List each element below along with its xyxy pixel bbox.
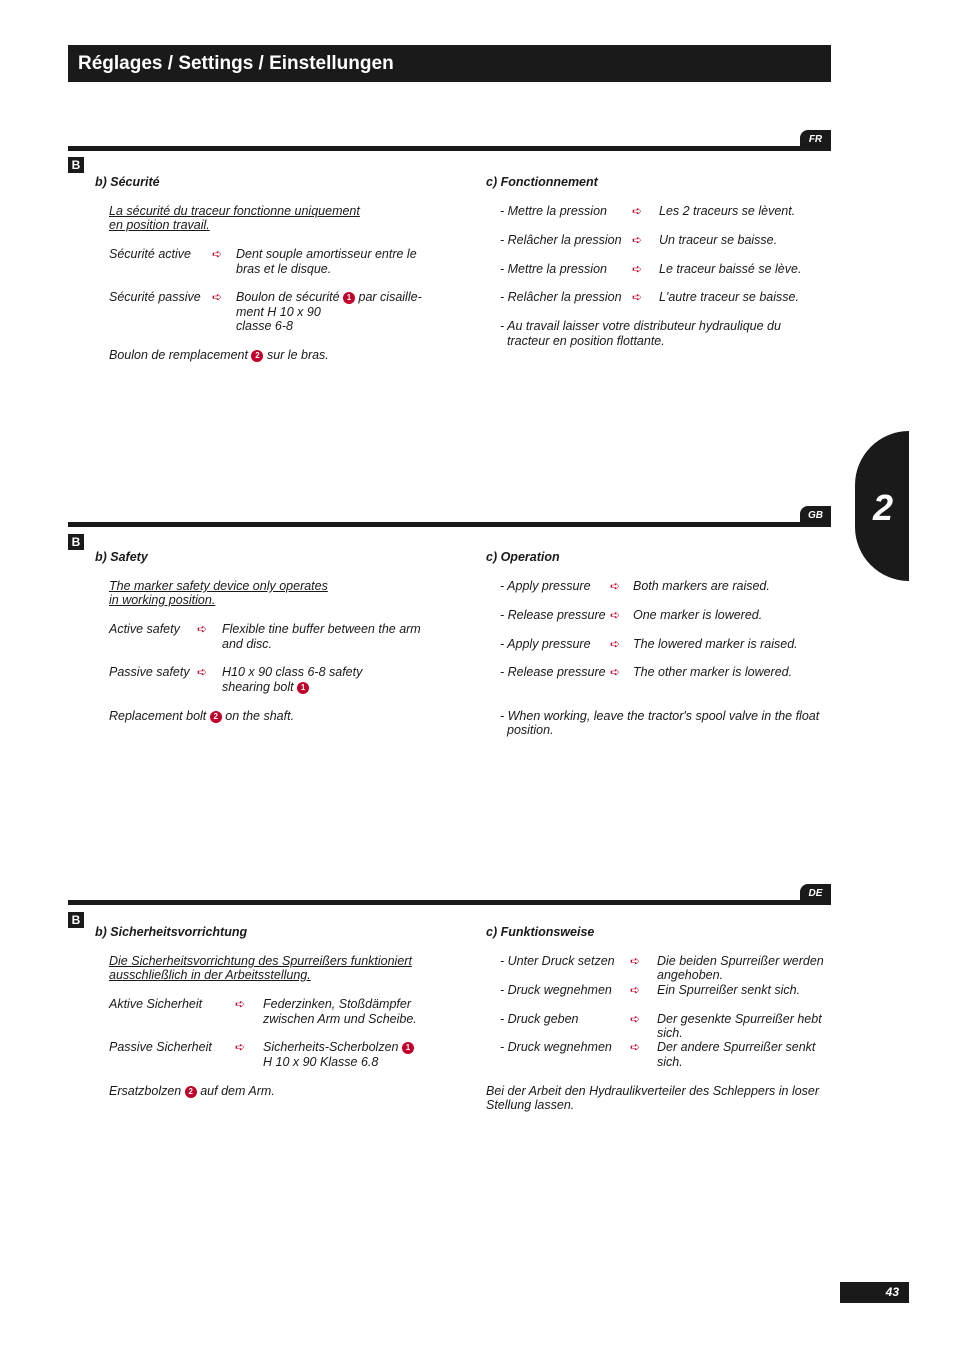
gb-operation-title: c) Operation bbox=[486, 550, 560, 564]
de-passive-label: Passive Sicherheit bbox=[109, 1040, 212, 1054]
arrow-icon: ➪ bbox=[610, 665, 621, 679]
section-box-de: B bbox=[68, 912, 84, 928]
arrow-icon: ➪ bbox=[235, 997, 246, 1011]
chapter-number: 2 bbox=[873, 487, 894, 528]
gb-final1: - When working, leave the tractor's spool valve in the float bbox=[500, 709, 820, 723]
section-rule-de bbox=[68, 900, 831, 905]
section-rule-gb bbox=[68, 522, 831, 527]
de-res1a: Die beiden Spurreißer werden bbox=[657, 954, 824, 968]
arrow-icon: ➪ bbox=[610, 637, 621, 651]
de-op3: - Druck geben bbox=[500, 1012, 579, 1026]
arrow-icon: ➪ bbox=[197, 665, 208, 679]
callout-badge-2: 2 bbox=[251, 350, 263, 362]
fr-passive-label: Sécurité passive bbox=[109, 290, 201, 304]
fr-passive-desc1: Boulon de sécurité 1 par cisaille- bbox=[236, 290, 422, 304]
arrow-icon: ➪ bbox=[632, 290, 643, 304]
callout-badge-1: 1 bbox=[402, 1042, 414, 1054]
section-box-fr: B bbox=[68, 157, 84, 173]
de-final1: Bei der Arbeit den Hydraulikverteiler des Schleppers in loser bbox=[486, 1084, 820, 1098]
callout-badge-2: 2 bbox=[185, 1086, 197, 1098]
fr-op4: - Relâcher la pression bbox=[500, 290, 622, 304]
arrow-icon: ➪ bbox=[610, 579, 621, 593]
arrow-icon: ➪ bbox=[630, 954, 641, 968]
arrow-icon: ➪ bbox=[630, 1040, 641, 1054]
gb-replacement: Replacement bolt 2 on the shaft. bbox=[109, 709, 295, 723]
fr-final1: - Au travail laisser votre distributeur hydraulique du bbox=[500, 319, 781, 333]
de-operation-title: c) Funktionsweise bbox=[486, 925, 595, 939]
de-passive-desc2: H 10 x 90 Klasse 6.8 bbox=[263, 1055, 379, 1069]
gb-active-desc1: Flexible tine buffer between the arm bbox=[222, 622, 421, 636]
fr-op1: - Mettre la pression bbox=[500, 204, 607, 218]
de-final2: Stellung lassen. bbox=[486, 1098, 575, 1112]
fr-passive-desc2: ment H 10 x 90 bbox=[236, 305, 321, 319]
fr-res3: Le traceur baissé se lève. bbox=[659, 262, 802, 276]
page-header: Réglages / Settings / Einstellungen bbox=[68, 45, 831, 82]
de-res4b: sich. bbox=[657, 1055, 683, 1069]
de-res1b: angehoben. bbox=[657, 968, 724, 982]
lang-tab-fr: FR bbox=[800, 130, 831, 150]
section-rule-fr bbox=[68, 146, 831, 151]
arrow-icon: ➪ bbox=[630, 1012, 641, 1026]
gb-active-label: Active safety bbox=[109, 622, 180, 636]
fr-active-desc2: bras et le disque. bbox=[236, 262, 332, 276]
arrow-icon: ➪ bbox=[212, 247, 223, 261]
fr-operation-title: c) Fonctionnement bbox=[486, 175, 598, 189]
arrow-icon: ➪ bbox=[212, 290, 223, 304]
gb-note-line1: The marker safety device only operates bbox=[109, 579, 328, 593]
fr-op2: - Relâcher la pression bbox=[500, 233, 622, 247]
page-number: 43 bbox=[840, 1282, 909, 1303]
de-res2: Ein Spurreißer senkt sich. bbox=[657, 983, 801, 997]
de-res3b: sich. bbox=[657, 1026, 683, 1040]
gb-op4: - Release pressure bbox=[500, 665, 606, 679]
gb-final2: position. bbox=[507, 723, 554, 737]
de-res3a: Der gesenkte Spurreißer hebt bbox=[657, 1012, 822, 1026]
gb-note-line2: in working position. bbox=[109, 593, 216, 607]
gb-res3: The lowered marker is raised. bbox=[633, 637, 798, 651]
arrow-icon: ➪ bbox=[632, 204, 643, 218]
gb-op3: - Apply pressure bbox=[500, 637, 591, 651]
arrow-icon: ➪ bbox=[610, 608, 621, 622]
fr-safety-title: b) Sécurité bbox=[95, 175, 160, 189]
fr-final2: tracteur en position flottante. bbox=[507, 334, 665, 348]
de-note-line1: Die Sicherheitsvorrichtung des Spurreißers funktioniert bbox=[109, 954, 412, 968]
arrow-icon: ➪ bbox=[632, 262, 643, 276]
fr-passive-desc3: classe 6-8 bbox=[236, 319, 293, 333]
callout-badge-1: 1 bbox=[297, 682, 309, 694]
lang-tab-gb: GB bbox=[800, 506, 831, 526]
arrow-icon: ➪ bbox=[630, 983, 641, 997]
fr-op3: - Mettre la pression bbox=[500, 262, 607, 276]
de-res4a: Der andere Spurreißer senkt bbox=[657, 1040, 816, 1054]
fr-note-line2: en position travail. bbox=[109, 218, 210, 232]
de-active-desc1: Federzinken, Stoßdämpfer bbox=[263, 997, 411, 1011]
gb-active-desc2: and disc. bbox=[222, 637, 273, 651]
fr-res2: Un traceur se baisse. bbox=[659, 233, 778, 247]
de-op4: - Druck wegnehmen bbox=[500, 1040, 612, 1054]
arrow-icon: ➪ bbox=[197, 622, 208, 636]
gb-res4: The other marker is lowered. bbox=[633, 665, 793, 679]
lang-tab-de: DE bbox=[800, 884, 831, 904]
fr-res1: Les 2 traceurs se lèvent. bbox=[659, 204, 796, 218]
gb-op1: - Apply pressure bbox=[500, 579, 591, 593]
de-active-label: Aktive Sicherheit bbox=[109, 997, 203, 1011]
gb-res2: One marker is lowered. bbox=[633, 608, 763, 622]
fr-res4: L'autre traceur se baisse. bbox=[659, 290, 799, 304]
de-safety-title: b) Sicherheitsvorrichtung bbox=[95, 925, 248, 939]
gb-passive-desc1: H10 x 90 class 6-8 safety bbox=[222, 665, 363, 679]
callout-badge-2: 2 bbox=[210, 711, 222, 723]
gb-safety-title: b) Safety bbox=[95, 550, 148, 564]
de-replacement: Ersatzbolzen 2 auf dem Arm. bbox=[109, 1084, 275, 1098]
de-passive-desc1: Sicherheits-Scherbolzen 1 bbox=[263, 1040, 414, 1055]
fr-replacement: Boulon de remplacement 2 sur le bras. bbox=[109, 348, 329, 362]
section-box-gb: B bbox=[68, 534, 84, 550]
de-active-desc2: zwischen Arm und Scheibe. bbox=[263, 1012, 417, 1026]
gb-passive-desc2: shearing bolt 1 bbox=[222, 680, 309, 695]
fr-note-line1: La sécurité du traceur fonctionne uniquement bbox=[109, 204, 360, 218]
gb-passive-label: Passive safety bbox=[109, 665, 190, 679]
de-op1: - Unter Druck setzen bbox=[500, 954, 615, 968]
gb-res1: Both markers are raised. bbox=[633, 579, 770, 593]
de-op2: - Druck wegnehmen bbox=[500, 983, 612, 997]
gb-op2: - Release pressure bbox=[500, 608, 606, 622]
fr-active-desc1: Dent souple amortisseur entre le bbox=[236, 247, 417, 261]
arrow-icon: ➪ bbox=[632, 233, 643, 247]
callout-badge-1: 1 bbox=[343, 292, 355, 304]
fr-active-label: Sécurité active bbox=[109, 247, 191, 261]
arrow-icon: ➪ bbox=[235, 1040, 246, 1054]
de-note-line2: ausschließlich in der Arbeitsstellung. bbox=[109, 968, 311, 982]
